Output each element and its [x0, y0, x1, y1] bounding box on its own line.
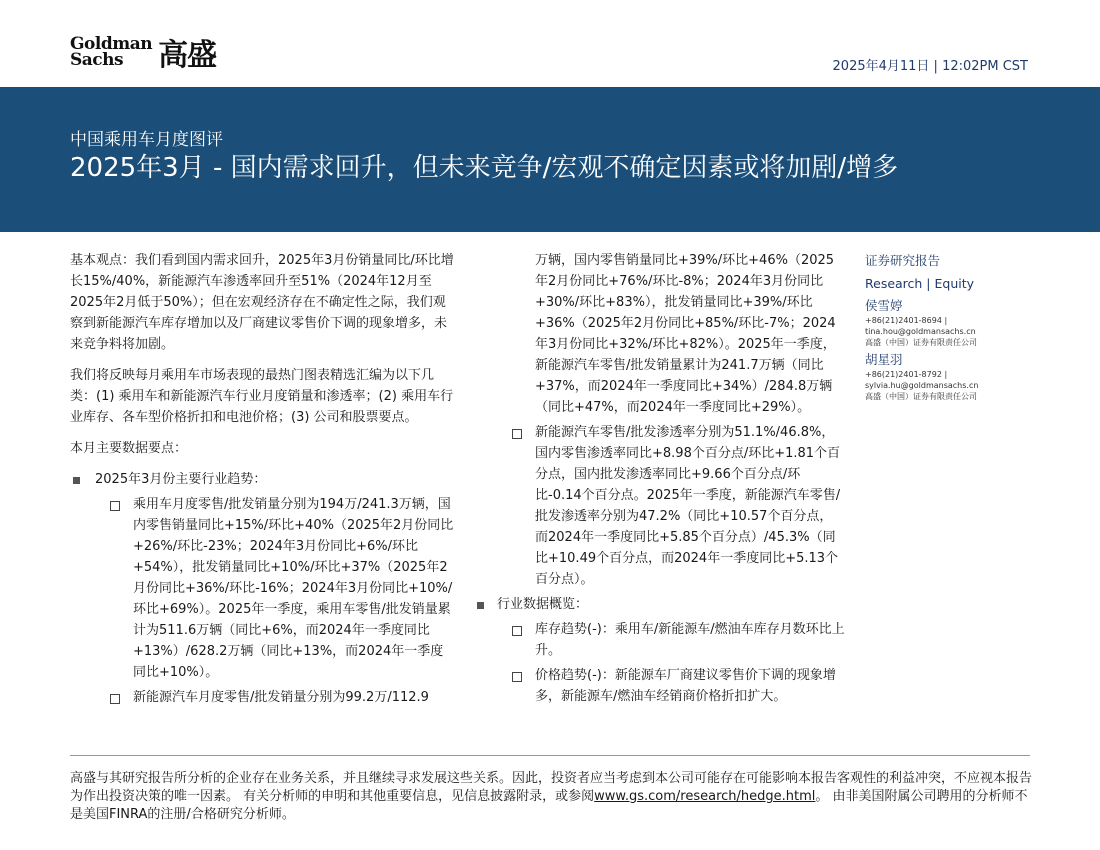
analyst-1-name: 侯雪婷	[865, 298, 903, 313]
logo-english	[70, 36, 152, 68]
bullet-nev-sales: 新能源汽车月度零售/批发销量分别为99.2万/112.9	[70, 687, 455, 708]
analyst-sidebar	[865, 251, 1035, 402]
analyst-2-firm: 高盛（中国）证券有限责任公司	[865, 392, 977, 401]
chart-categories-paragraph: 我们将反映每月乘用车市场表现的最热门图表精选汇编为以下几类：(1) 乘用车和新能源汽车行业月度销量和渗透率；(2) 乘用车行业库存、各车型价格折扣和电池价格；(3) 公司和股票要点。	[70, 368, 454, 425]
disclaimer-text-1: 高盛与其研究报告所分析的企业存在业务关系，并且继续寻求发展这些关系。因此，投资者应当考虑到本公司可能存在可能影响本报告客观性的利益冲突，不应视本报告为作出投资决策的唯一因素。 有关分析师的申明和其他重要信息，见信息披露附录，或参阅	[70, 771, 1033, 804]
disclosure-link[interactable]: www.gs.com/research/hedge.html	[594, 789, 816, 804]
bullet-inventory-trend: 库存趋势(-)：乘用车/新能源车/燃油车库存月数环比上升。	[475, 619, 845, 661]
key-data-heading: 本月主要数据要点：	[70, 441, 188, 456]
footer-divider	[70, 755, 1030, 756]
analyst-2-phone: +86(21)2401-8792 |	[865, 370, 948, 379]
bullet-price-trend: 价格趋势(-)：新能源车厂商建议零售价下调的现象增多，新能源车/燃油车经销商价格折扣扩大。	[475, 665, 845, 707]
bullet-industry-trends: 2025年3月份主要行业趋势：	[70, 469, 455, 490]
analyst-2-email[interactable]: sylvia.hu@goldmansachs.cn	[865, 381, 979, 390]
title-banner	[0, 87, 1100, 232]
bullet-nev-sales-continued: 万辆，国内零售销量同比+39%/环比+46%（2025年2月份同比+76%/环比-8%；2024年3月份同比+30%/环比+83%），批发销量同比+39%/环比+36%（2025年2月份同比+85%/环比-7%；2024年3月份同比+32%/环比+82%）。2025年一季度，新能源汽车零售/批发销量累计为241.7万辆（同比+37%，而2024年一季度同比+34%）/284.8万辆（同比+47%，而2024年一季度同比+29%）。	[535, 253, 836, 415]
key-view-paragraph: 基本观点：我们看到国内需求回升，2025年3月份销量同比/环比增长15%/40%，新能源汽车渗透率回升至51%（2024年12月至2025年2月低于50%）；但在宏观经济存在不确定性之际，我们观察到新能源汽车库存增加以及厂商建议零售价下调的现象增多，未来竞争料将加剧。	[70, 253, 454, 352]
report-type-label: 证券研究报告	[865, 253, 941, 268]
analyst-2-name: 胡星羽	[865, 352, 903, 367]
bullet-nev-penetration: 新能源汽车零售/批发渗透率分别为51.1%/46.8%，国内零售渗透率同比+8.98个百分点/环比+1.81个百分点，国内批发渗透率同比+9.66个百分点/环比-0.14个百分点。2025年一季度，新能源汽车零售/批发渗透率分别为47.2%（同比+10.57个百分点，而2024年一季度同比+5.85个百分点）/45.3%（同比+10.49个百分点，而2024年一季度同比+5.13个百分点）。	[475, 422, 845, 590]
report-title: 2025年3月 - 国内需求回升，但未来竞争/宏观不确定因素或将加剧/增多	[70, 153, 899, 183]
left-column	[70, 250, 455, 712]
middle-column	[475, 250, 845, 711]
goldman-sachs-logo	[70, 30, 216, 74]
bullet-pv-sales: 乘用车月度零售/批发销量分别为194万/241.3万辆，国内零售销量同比+15%/环比+40%（2025年2月份同比+26%/环比-23%；2024年3月份同比+6%/环比+54%），批发销量同比+10%/环比+37%（2025年2月份同比+36%/环比-16%；2024年3月份同比+10%/环比+69%）。2025年一季度，乘用车零售/批发销量累计为511.6万辆（同比+6%，而2024年一季度同比+13%）/628.2万辆（同比+13%，而2024年一季度同比+10%）。	[70, 494, 455, 683]
report-series: 中国乘用车月度图评	[70, 130, 223, 150]
analyst-1-phone: +86(21)2401-8694 |	[865, 316, 948, 325]
research-equity-label: Research | Equity	[865, 276, 975, 291]
report-datetime: 2025年4月11日 | 12:02PM CST	[832, 59, 1028, 74]
analyst-1-email[interactable]: tina.hou@goldmansachs.cn	[865, 327, 976, 336]
bullet-industry-overview: 行业数据概览：	[475, 594, 845, 615]
analyst-1-firm: 高盛（中国）证券有限责任公司	[865, 338, 977, 347]
logo-line-1: Goldman	[70, 34, 153, 54]
disclaimer	[70, 770, 1035, 824]
logo-line-2: Sachs	[70, 50, 124, 70]
logo-chinese: 高盛	[158, 38, 217, 73]
disclaimer-text-2: 。 由非美国附属公司聘用的分析师不是美国FINRA的注册/合格研究分析师。	[70, 789, 1028, 822]
